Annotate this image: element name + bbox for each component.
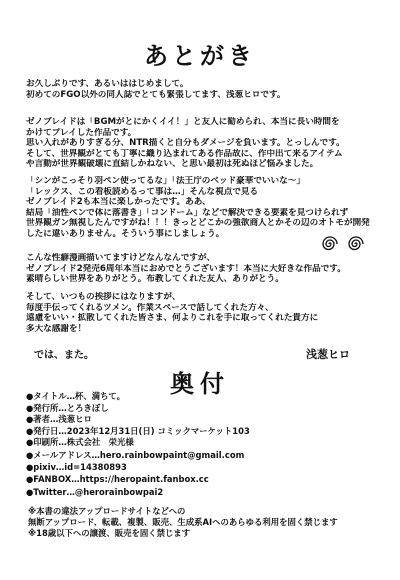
credit-line: ●タイトル…杯、満ちて。 [26,391,126,401]
colophon-credits [26,391,346,449]
contact-fanbox: ●FANBOX…https://heropaint.fanbox.cc [26,474,209,485]
note-line: ※18歳以下への譲渡、販売を固く禁じます [28,528,191,538]
text-line: そして、いつもの挨拶にはなりますが、 [26,292,181,302]
text-line: そして、世界観がとても丁寧に織り込まれてある作品故に、作中出て来るアイテム [26,148,343,159]
text-line: 思い入れがありすぎる分、NTR描くと自分もダメージを負います。とっしんです。 [26,138,345,149]
credit-line: ●著者…浅葱ヒロ [26,414,92,425]
text-line: や言動が世界観破壊に直結しかねない、と思い最初は死ぬほど悩みました。 [26,159,319,170]
text-line: 毎度手伝ってくれるツメン。作業スペースで話してくれた方々、 [26,302,274,313]
text-line: ゼノブレイド2発売6周年本当におめでとうございます！本当に大好きな作品です。 [26,263,346,274]
text-line: 結局「油性ペンで体に落書き」「コンドーム」などで解決できる要素を見つけられず [26,207,349,218]
afterword-title: あとがき [144,42,256,70]
closing-line: では、また。 [34,350,94,361]
colophon-notes [28,506,378,539]
text-line: こんな性癖漫画描いてますけどなんなんですが、 [26,253,216,263]
afterword-paragraph-5 [26,292,386,334]
text-line: 世界観ガン無視したんですがね！！！きっとどこかの強欲商人とかその辺のオトモが開発 [26,218,370,229]
credit-line: ●発行日…2023年12月31日(日) コミックマーケット103 [26,425,250,436]
text-line: 多大な感謝を！ [26,323,87,334]
note-line: ※本書の違法アップロードサイトなどへの [28,506,186,516]
contact-pixiv: ●pixiv…id=14380893 [26,462,127,473]
text-line: お久しぶりです、あるいははじめまして。 [26,79,189,89]
note-line: 無断アップロード、転載、複製、販売、生成系AIへのあらゆる利用を固く禁じます [28,517,338,527]
colophon-contacts [26,449,366,498]
afterword-paragraph-4 [26,253,386,285]
text-line: 「シンがこっそり羽ペン使ってるな」「法王庁のベッド豪華でいいな〜」 [26,176,305,186]
colophon-title: 奥付 [170,370,230,398]
credit-line: ●印刷所…株式会社 栄光様 [26,437,134,448]
text-line: ゼノブレイド2も本当に楽しかったです。ああ、 [26,197,211,208]
afterword-paragraph-1 [26,79,386,100]
text-line: したに違いありません。そういう事にしましょう。 [26,228,225,239]
credit-line: ●発行所…とろきぼし [26,402,109,413]
text-line: 遠慮をいい・拡散してくれた皆さま、何よりこれを手に取ってくれた貴方に [26,313,319,324]
contact-twitter: ●Twitter…@herorainbowpai2 [26,486,164,497]
text-line: 「レックス、この看板読めるって事は…」そんな視点で見る [26,186,259,197]
author-signature: 浅葱ヒロ [306,348,350,361]
text-line: 素晴らしい世界をありがとう。布教してくれた友人、ありがとう。 [26,274,284,285]
afterword-paragraph-3 [26,176,386,240]
text-line: ゼノブレイドは「BGMがとにかくイイ！」と友人に勧められ、本当に長い時間を [26,117,340,127]
afterword-paragraph-2 [26,117,386,170]
text-line: 初めてのFGO以外の同人誌でとても緊張してます、浅葱ヒロです。 [26,89,286,100]
text-line: かけてプレイした作品です。 [26,127,137,138]
contact-email: ●メールアドレス…hero.rainbowpaint@gmail.com [26,450,245,460]
